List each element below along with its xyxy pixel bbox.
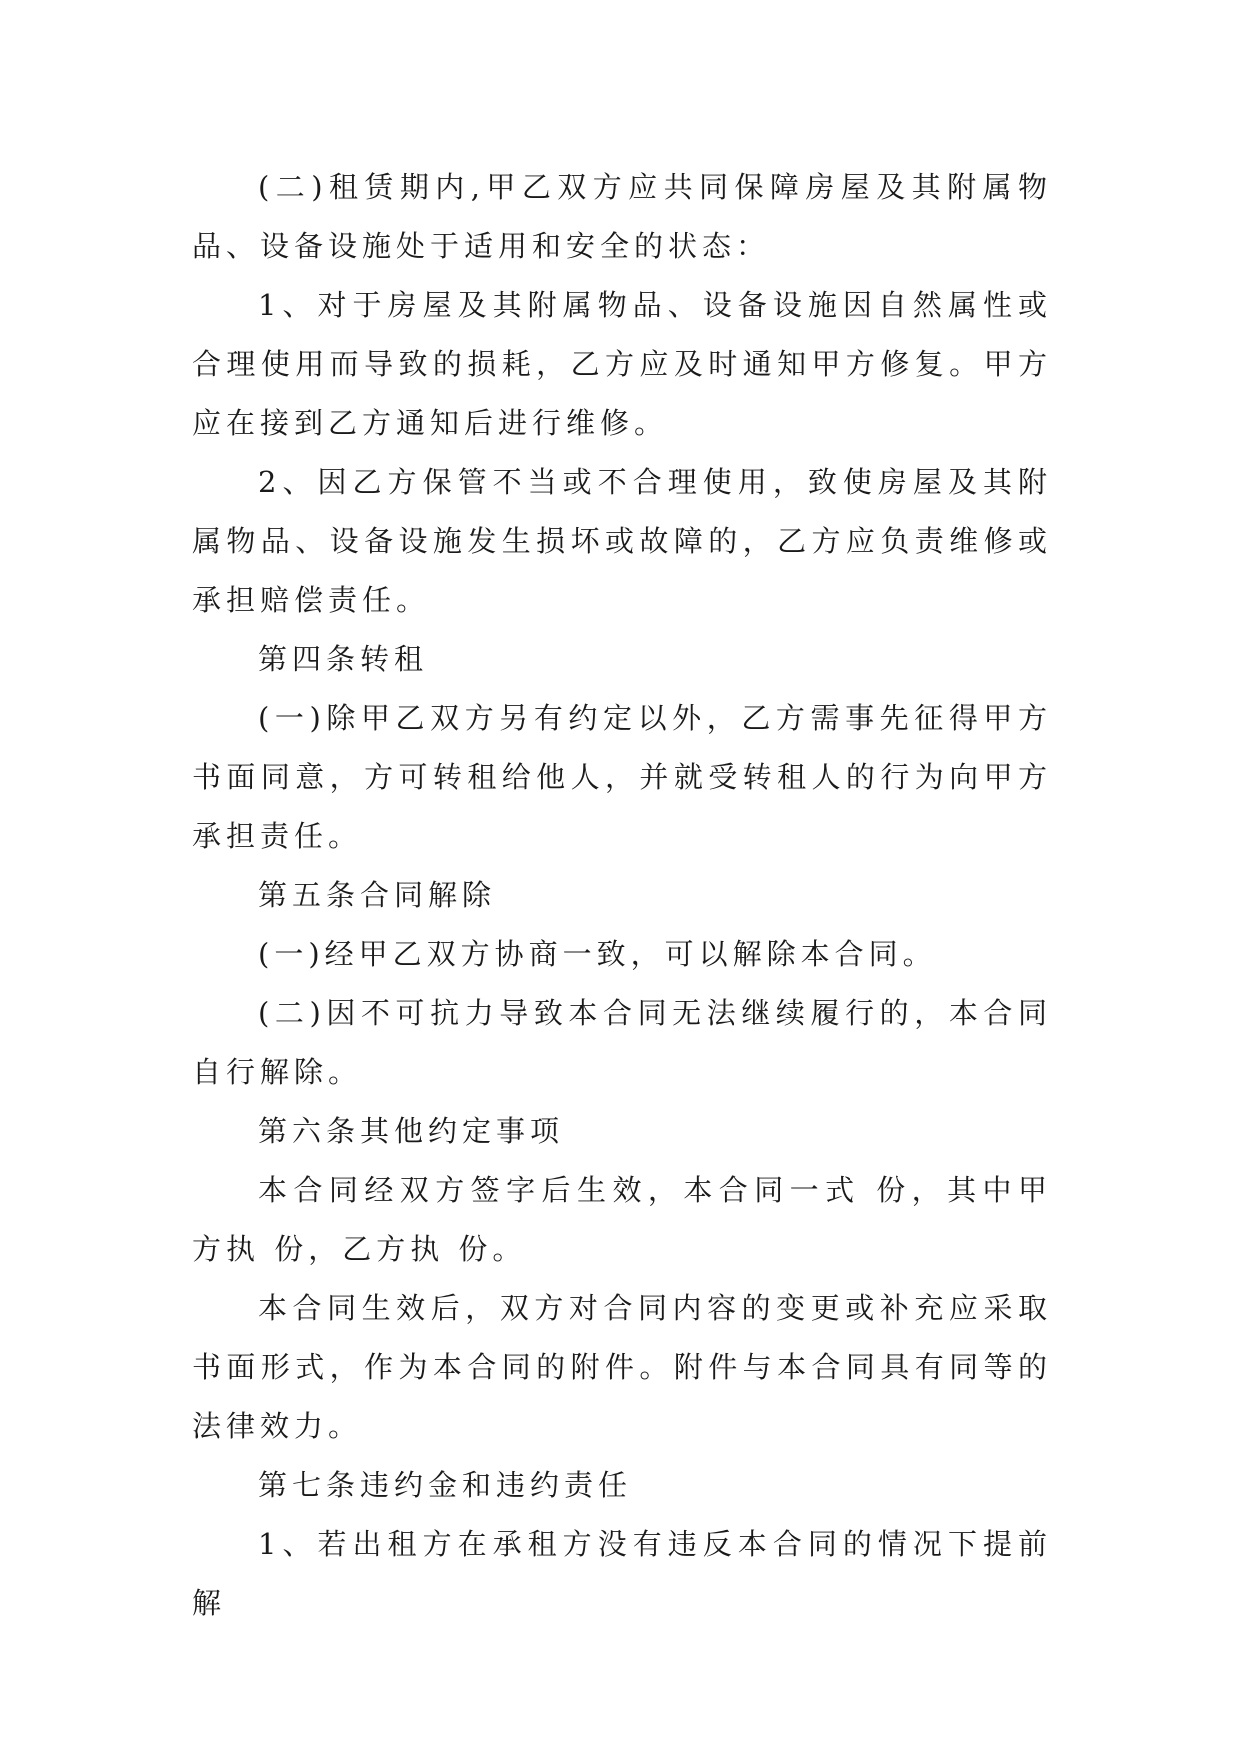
paragraph-item-1-wear: 1、对于房屋及其附属物品、设备设施因自然属性或合理使用而导致的损耗，乙方应及时通知甲方修复。甲方应在接到乙方通知后进行维修。 <box>192 288 1052 440</box>
heading-article-5-termination: 第五条合同解除 <box>258 878 497 912</box>
paragraph-sublease-consent: (一)除甲乙双方另有约定以外，乙方需事先征得甲方书面同意，方可转租给他人，并就受转租人的行为向甲方承担责任。 <box>192 701 1052 853</box>
heading-article-7-breach: 第七条违约金和违约责任 <box>258 1468 633 1502</box>
paragraph-maintenance-obligation: (二)租赁期内,甲乙双方应共同保障房屋及其附属物品、设备设施处于适用和安全的状态： <box>192 170 1052 263</box>
heading-article-6-other-matters: 第六条其他约定事项 <box>258 1114 565 1148</box>
paragraph-amendments: 本合同生效后，双方对合同内容的变更或补充应采取书面形式，作为本合同的附件。附件与本合同具有同等的法律效力。 <box>192 1291 1052 1443</box>
paragraph-termination-mutual: (一)经甲乙双方协商一致，可以解除本合同。 <box>258 937 937 971</box>
heading-article-4-sublease: 第四条转租 <box>258 642 429 676</box>
paragraph-copies: 本合同经双方签字后生效，本合同一式 份，其中甲方执 份，乙方执 份。 <box>192 1173 1052 1266</box>
paragraph-item-2-damage: 2、因乙方保管不当或不合理使用，致使房屋及其附属物品、设备设施发生损坏或故障的，乙方应负责维修或承担赔偿责任。 <box>192 465 1052 617</box>
paragraph-breach-item-1: 1、若出租方在承租方没有违反本合同的情况下提前解 <box>192 1527 1052 1620</box>
contract-body <box>192 158 1052 1633</box>
paragraph-termination-force-majeure: (二)因不可抗力导致本合同无法继续履行的，本合同自行解除。 <box>192 996 1052 1089</box>
